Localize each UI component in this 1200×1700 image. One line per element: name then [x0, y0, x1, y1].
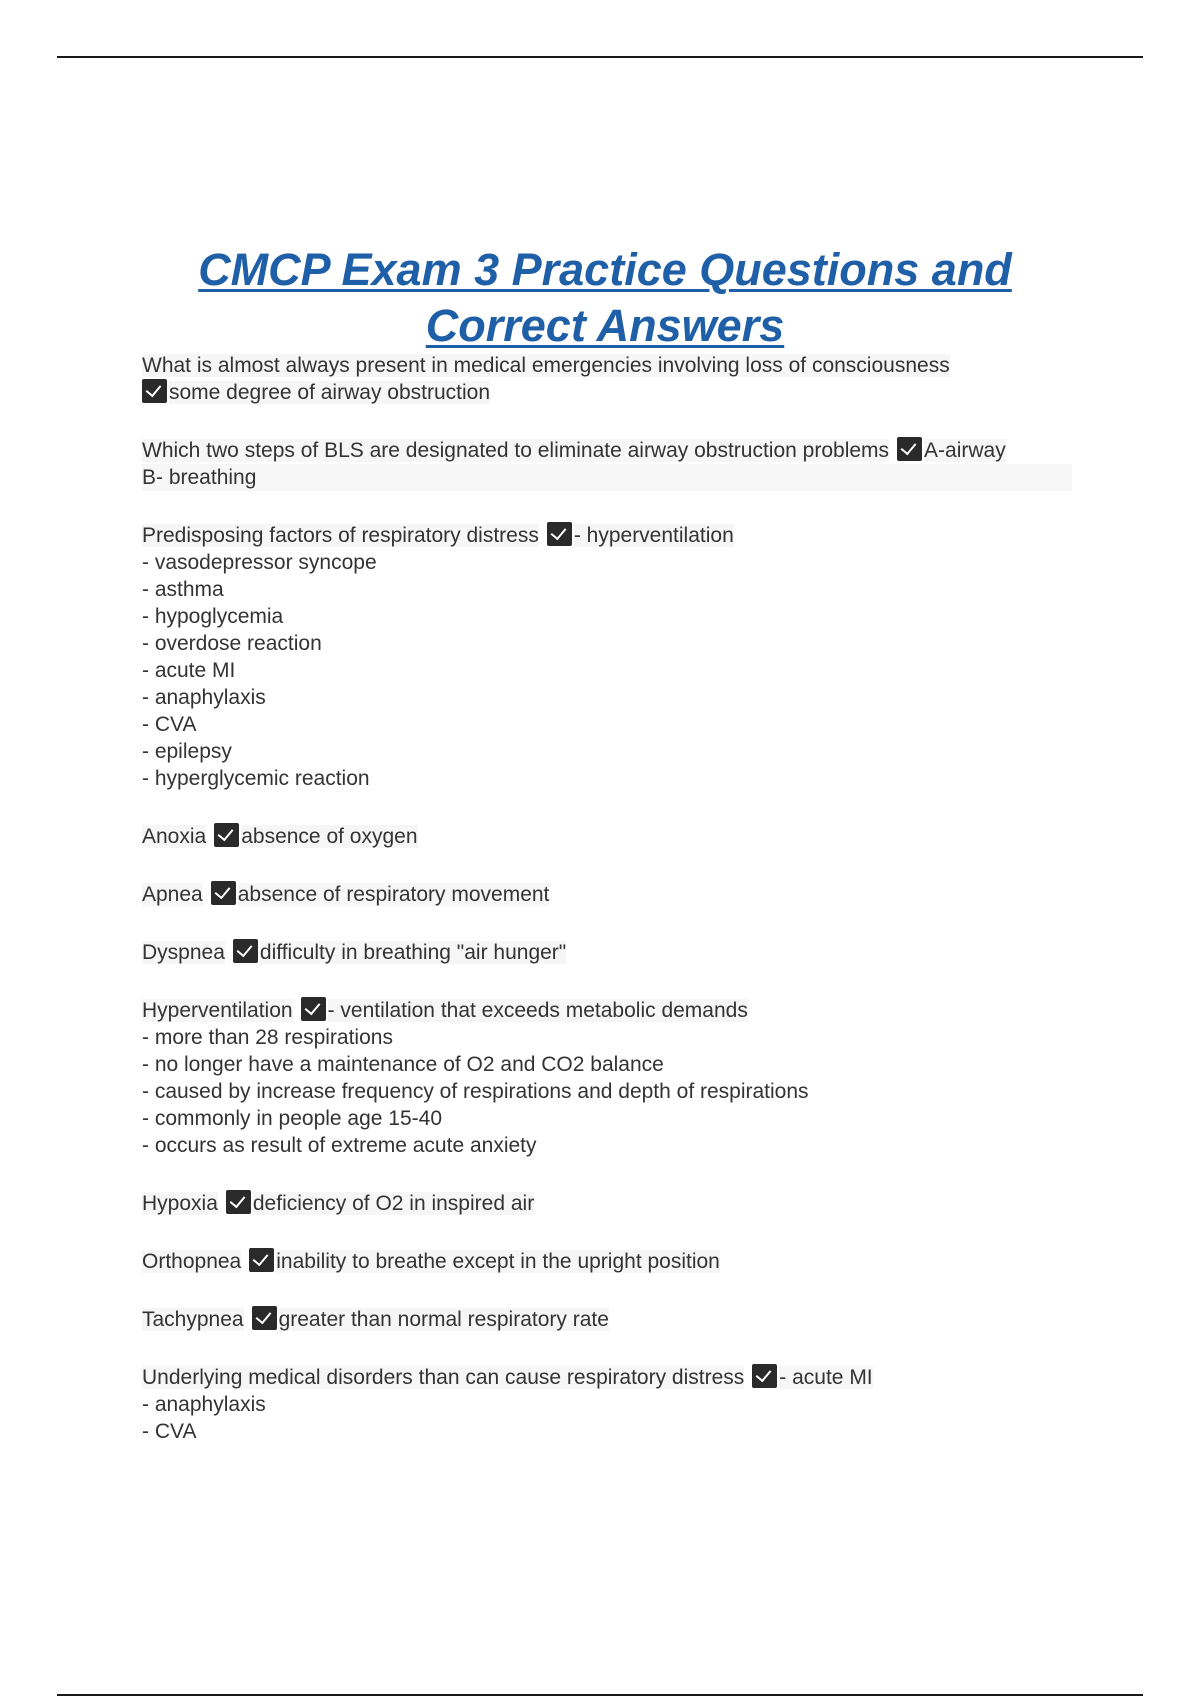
qa-item [142, 823, 1072, 850]
answer-text: - hyperventilation [573, 524, 734, 547]
answer-text: inability to breathe except in the upright position [276, 1250, 720, 1273]
question-text: Hypoxia [142, 1192, 218, 1215]
qa-item [142, 1190, 1072, 1217]
answer-line: - CVA [142, 713, 197, 736]
answer-line: - commonly in people age 15-40 [142, 1107, 443, 1130]
qa-item [142, 437, 1072, 491]
answer-line: - CVA [142, 1420, 197, 1443]
qa-item [142, 881, 1072, 908]
answer-line: - more than 28 respirations [142, 1026, 393, 1049]
answer-line: - asthma [142, 578, 224, 601]
answer-text: some degree of airway obstruction [169, 381, 490, 404]
answer-line: - anaphylaxis [142, 686, 266, 709]
question-text: What is almost always present in medical emergencies involving loss of consciousness [142, 354, 950, 377]
answer-line: - occurs as result of extreme acute anxiety [142, 1134, 537, 1157]
checkmark-icon [249, 1248, 274, 1272]
answer-text: - ventilation that exceeds metabolic demands [327, 999, 748, 1022]
question-text: Orthopnea [142, 1250, 242, 1273]
qa-item [142, 352, 1072, 406]
top-divider [57, 56, 1143, 58]
checkmark-icon [547, 522, 572, 546]
question-text: Anoxia [142, 825, 207, 848]
answer-line: - vasodepressor syncope [142, 551, 377, 574]
answer-text: absence of oxygen [241, 825, 418, 848]
checkmark-icon [252, 1306, 277, 1330]
question-text: Predisposing factors of respiratory distress [142, 524, 539, 547]
answer-line: - hypoglycemia [142, 605, 284, 628]
qa-item [142, 522, 1072, 792]
question-text: Hyperventilation [142, 999, 293, 1022]
checkmark-icon [226, 1190, 251, 1214]
qa-item [142, 1306, 1072, 1333]
question-text: Apnea [142, 883, 203, 906]
checkmark-icon [752, 1364, 777, 1388]
answer-text: absence of respiratory movement [237, 883, 550, 906]
answer-text: A-airway [924, 439, 1006, 462]
question-text: Tachypnea [142, 1308, 244, 1331]
question-text: Underlying medical disorders than can cause respiratory distress [142, 1366, 745, 1389]
bottom-divider [57, 1694, 1143, 1696]
checkmark-icon [211, 881, 236, 905]
answer-line: - caused by increase frequency of respirations and depth of respirations [142, 1080, 809, 1103]
answer-line: B- breathing [142, 464, 1072, 491]
qa-item [142, 939, 1072, 966]
checkmark-icon [301, 997, 326, 1021]
answer-line: - epilepsy [142, 740, 232, 763]
checkmark-icon [142, 379, 167, 403]
answer-line: - acute MI [142, 659, 236, 682]
answer-text: difficulty in breathing "air hunger" [259, 941, 567, 964]
qa-list [142, 352, 1072, 1476]
answer-text: deficiency of O2 in inspired air [252, 1192, 535, 1215]
document-title: CMCP Exam 3 Practice Questions and Correct Answers [198, 244, 1012, 352]
checkmark-icon [897, 437, 922, 461]
checkmark-icon [214, 823, 239, 847]
answer-text: greater than normal respiratory rate [278, 1308, 609, 1331]
qa-item [142, 1364, 1072, 1445]
answer-text: - acute MI [779, 1366, 873, 1389]
checkmark-icon [233, 939, 258, 963]
qa-item [142, 997, 1072, 1159]
answer-line: - anaphylaxis [142, 1393, 266, 1416]
qa-item [142, 1248, 1072, 1275]
answer-line: - overdose reaction [142, 632, 322, 655]
question-text: Dyspnea [142, 941, 225, 964]
question-text: Which two steps of BLS are designated to eliminate airway obstruction problems [142, 439, 890, 462]
answer-line: - hyperglycemic reaction [142, 767, 370, 790]
answer-line: - no longer have a maintenance of O2 and CO2 balance [142, 1053, 664, 1076]
